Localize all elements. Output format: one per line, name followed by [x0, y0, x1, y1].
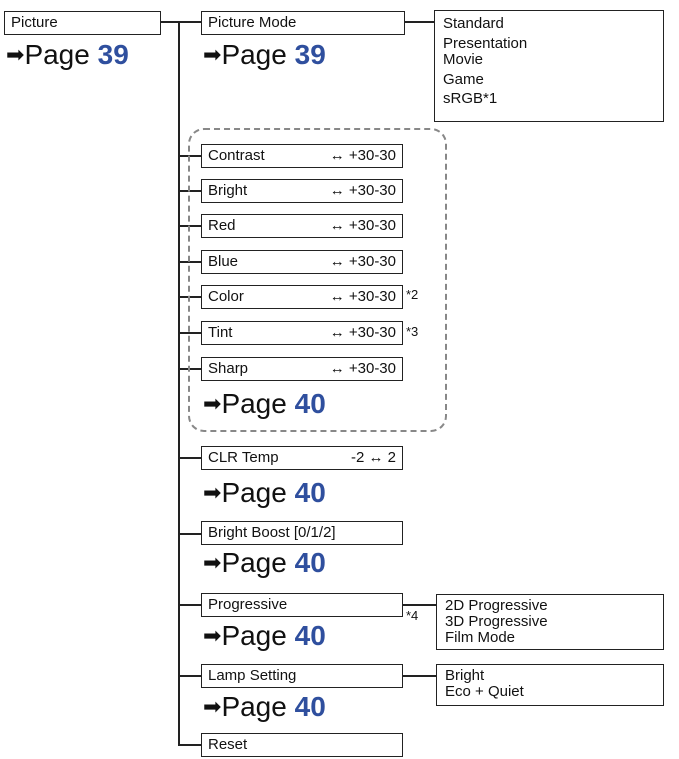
arrow-right-icon: ➡ [6, 42, 25, 67]
option-presentation: Presentation [443, 35, 528, 52]
picture-mode-node [201, 11, 405, 35]
main-trunk [178, 22, 180, 745]
option-bright: Bright [445, 667, 485, 684]
option-standard: Standard [443, 15, 504, 32]
branch-tick [178, 457, 202, 459]
bright-node: Bright ↔ +30-30 [201, 179, 403, 203]
reset-node: Reset [201, 733, 403, 757]
arrow-right-icon: ➡ [203, 623, 222, 648]
option-game: Game [443, 71, 484, 88]
note-4: *4 [406, 608, 419, 623]
picture-mode-options [434, 10, 664, 122]
option-2d-progressive: 2D Progressive [445, 597, 548, 614]
option-film-mode: Film Mode [445, 629, 516, 646]
branch-tick [178, 675, 202, 677]
progressive-node: Progressive [201, 593, 403, 617]
progressive-page-ref: ➡Page 40 [203, 620, 326, 651]
clr-temp-page-ref: ➡Page 40 [203, 477, 326, 508]
adjustments-page-ref: ➡Page 40 [203, 388, 326, 419]
note-3: *3 [406, 324, 419, 339]
arrow-right-icon: ➡ [203, 391, 222, 416]
red-node: Red ↔ +30-30 [201, 214, 403, 238]
lamp-setting-options [436, 664, 664, 706]
picture-mode-connector [404, 21, 434, 23]
bright-boost-page-ref: ➡Page 40 [203, 547, 326, 578]
arrow-right-icon: ➡ [203, 480, 222, 505]
branch-tick [178, 533, 202, 535]
adjustment-group [188, 128, 447, 432]
picture-mode-label: Picture Mode [208, 14, 297, 31]
progressive-options [436, 594, 664, 650]
lamp-connector [400, 675, 436, 677]
color-node: Color ↔ +30-30 [201, 285, 403, 309]
clr-temp-node: CLR Temp -2 ↔ 2 [201, 446, 403, 470]
picture-mode-page-ref: ➡Page 39 [203, 39, 326, 70]
bright-boost-node: Bright Boost [0/1/2] [201, 521, 403, 545]
arrow-right-icon: ➡ [203, 42, 222, 67]
picture-label: Picture [11, 14, 58, 31]
option-movie: Movie [443, 51, 484, 68]
picture-page-ref: ➡Page 39 [6, 39, 129, 70]
picture-node [4, 11, 161, 35]
contrast-node: Contrast ↔ +30-30 [201, 144, 403, 168]
sharp-node: Sharp ↔ +30-30 [201, 357, 403, 381]
progressive-connector [400, 604, 436, 606]
note-2: *2 [406, 287, 419, 302]
tint-node: Tint ↔ +30-30 [201, 321, 403, 345]
arrow-right-icon: ➡ [203, 550, 222, 575]
lamp-setting-node: Lamp Setting [201, 664, 403, 688]
lamp-setting-page-ref: ➡Page 40 [203, 691, 326, 722]
branch-tick [178, 604, 202, 606]
arrow-right-icon: ➡ [203, 694, 222, 719]
option-3d-progressive: 3D Progressive [445, 613, 548, 630]
branch-tick [178, 744, 202, 746]
blue-node: Blue ↔ +30-30 [201, 250, 403, 274]
option-eco-quiet: Eco + Quiet [445, 683, 524, 700]
option-srgb: sRGB*1 [443, 90, 498, 107]
root-connector [160, 21, 202, 23]
